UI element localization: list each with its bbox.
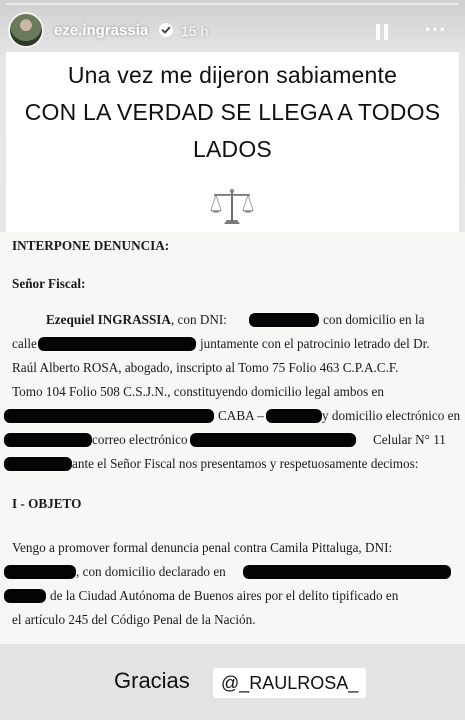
para1-line-6-end: Celular N° 11 [373,432,446,447]
para1-line-1-end: con domicilio en la [323,312,425,327]
para2-line-2-mid: , con domicilio declarado en [76,564,226,579]
redaction-block [266,409,322,423]
headline-card [6,52,459,232]
redaction-block [243,565,451,579]
story-progress-bar [6,3,459,5]
redaction-block [4,565,76,579]
para1-line-2-end: juntamente con el patrocinio letrado del Dr. [200,336,430,351]
thanks-text: Gracias [114,668,190,693]
redaction-block [4,433,92,447]
para1-line-5-end: y domicilio electrónico en [322,408,461,423]
redaction-block [249,313,319,327]
mention-sticker[interactable]: @_RAULROSA_ [213,668,366,698]
document-title: INTERPONE DENUNCIA: [12,238,170,253]
para1-line-1: Ezequiel INGRASSIA, con DNI: [46,312,227,327]
avatar[interactable] [8,12,44,48]
headline-line-1: Una vez me dijeron sabiamente [67,62,398,88]
pause-icon[interactable] [376,24,390,40]
more-options-icon[interactable]: ⋯ [424,16,446,41]
redaction-block [4,409,214,423]
post-time: 15 h [181,23,209,39]
story-header [0,8,465,52]
para2-line-4: el artículo 245 del Código Penal de la Nación. [12,612,256,627]
para1-line-7: ante el Señor Fiscal nos presentamos y respetuosamente decimos: [72,456,419,471]
redaction-block [38,337,196,351]
section-title: I - OBJETO [12,496,82,511]
para1-line-4: Tomo 104 Folio 508 C.S.J.N., constituyendo domicilio legal ambos en [12,384,384,399]
redaction-block [4,457,72,471]
document-salutation: Señor Fiscal: [12,276,86,291]
para1-line-2-start: calle [12,336,37,351]
verified-badge-icon [159,23,173,37]
username[interactable]: eze.ingrassia [54,22,149,39]
redaction-block [4,589,46,603]
para1-line-6-mid: correo electrónico [92,432,188,447]
para2-line-3: de la Ciudad Autónoma de Buenos aires por el delito tipificado en [50,588,399,603]
story-footer [0,644,465,720]
para1-line-3: Raúl Alberto ROSA, abogado, inscripto al Tomo 75 Folio 463 C.P.A.C.F. [12,360,399,375]
para1-line-5-mid: CABA – [218,408,264,423]
headline-line-3: LADOS [193,136,272,162]
para2-line-1: Vengo a promover formal denuncia penal contra Camila Pittaluga, DNI: [12,540,393,555]
headline-line-2: CON LA VERDAD SE LLEGA A TODOS [24,99,441,125]
legal-document [0,232,465,644]
redaction-block [190,433,356,447]
scales-of-justice-icon [209,188,255,228]
